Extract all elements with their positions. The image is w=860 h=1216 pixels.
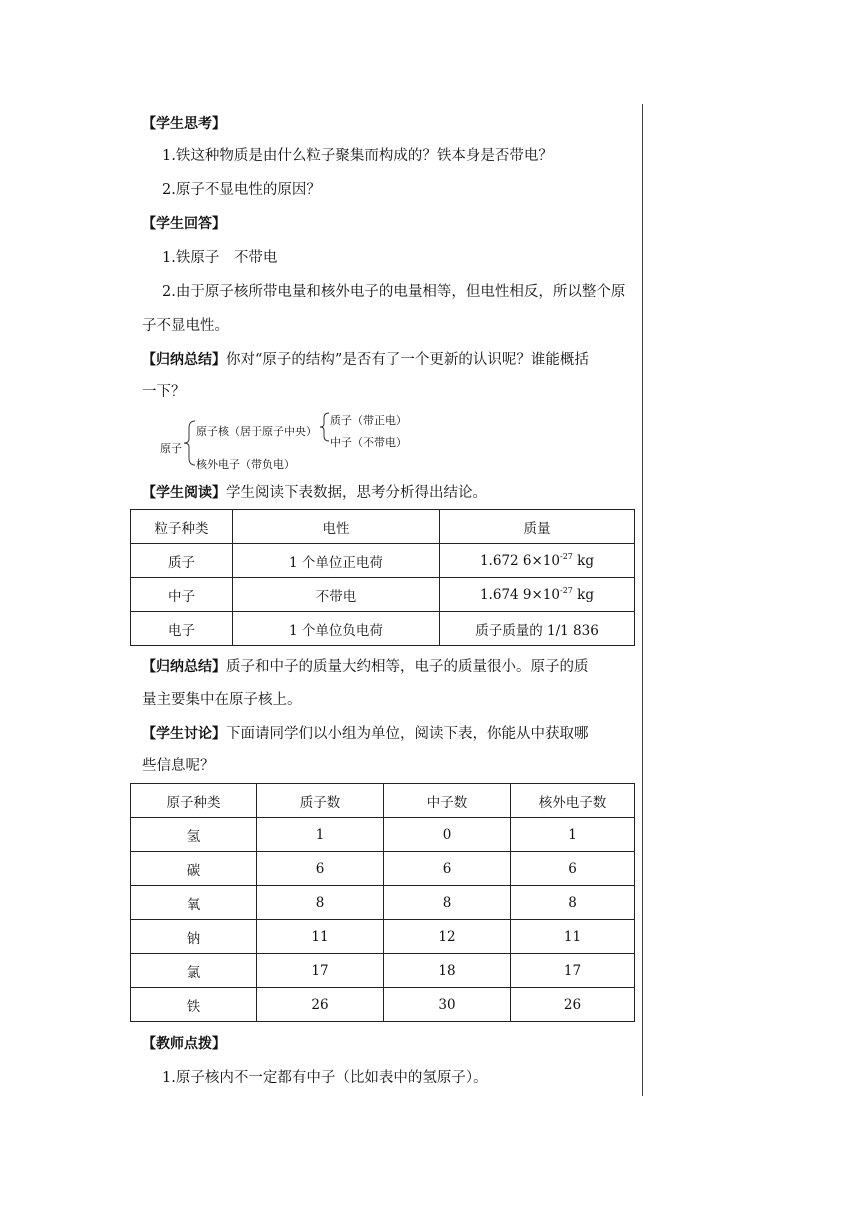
table-cell: 电子: [131, 612, 233, 646]
header-cell: 质量: [440, 510, 635, 544]
table-cell: 11: [511, 920, 635, 954]
table-row: [131, 988, 635, 1022]
table-cell: 17: [511, 954, 635, 988]
table-cell: 6: [511, 852, 635, 886]
table-row: [131, 578, 635, 612]
table-cell: 6: [384, 852, 511, 886]
particle-table: [130, 509, 635, 646]
table-row: [131, 818, 635, 852]
heading-student-answer: 【学生回答】: [142, 216, 226, 232]
header-cell: 质子数: [257, 784, 384, 818]
table-row: [131, 886, 635, 920]
discussion-line-1: 【学生讨论】下面请同学们以小组为单位，阅读下表，你能从中获取哪: [142, 726, 589, 742]
table-cell: 铁: [131, 988, 257, 1022]
table-cell: 质子质量的 1/1 836: [440, 612, 635, 646]
table-cell: 8: [257, 886, 384, 920]
table-cell: 8: [511, 886, 635, 920]
table-cell: 质子: [131, 544, 233, 578]
summary-2-line-2: 量主要集中在原子核上。: [142, 692, 302, 708]
summary-2-line-1: 【归纳总结】质子和中子的质量大约相等，电子的质量很小。原子的质: [142, 659, 589, 675]
table-cell: 17: [257, 954, 384, 988]
table-row: [131, 612, 635, 646]
answer-1: 1.铁原子 不带电: [162, 250, 278, 266]
heading-summary-1: 【归纳总结】: [142, 352, 226, 368]
table-row: [131, 920, 635, 954]
table-cell: 30: [384, 988, 511, 1022]
diagram-proton: 质子（带正电）: [330, 414, 407, 427]
brace-icon: [318, 412, 330, 442]
header-cell: 核外电子数: [511, 784, 635, 818]
table-cell: 1 个单位负电荷: [233, 612, 440, 646]
table-cell: 不带电: [233, 578, 440, 612]
table-cell: 氧: [131, 886, 257, 920]
header-cell: 中子数: [384, 784, 511, 818]
diagram-root: 原子: [160, 442, 182, 455]
table-row: [131, 852, 635, 886]
summary-1-line-1: 【归纳总结】你对“原子的结构”是否有了一个更新的认识呢？谁能概括: [142, 352, 589, 368]
answer-2-line-2: 子不显电性。: [142, 318, 229, 334]
header-cell: 电性: [233, 510, 440, 544]
table-cell: 1: [257, 818, 384, 852]
tip-1: 1.原子核内不一定都有中子（比如表中的氢原子）。: [162, 1070, 488, 1086]
table-cell: 11: [257, 920, 384, 954]
table-cell: 氯: [131, 954, 257, 988]
table-cell: 18: [384, 954, 511, 988]
heading-student-reading: 【学生阅读】: [142, 485, 226, 501]
table-cell: 碳: [131, 852, 257, 886]
reading-line: 【学生阅读】学生阅读下表数据，思考分析得出结论。: [142, 485, 487, 501]
heading-teacher-tips: 【教师点拨】: [142, 1036, 226, 1052]
question-1: 1.铁这种物质是由什么粒子聚集而构成的？铁本身是否带电？: [162, 148, 553, 164]
table-cell: 6: [257, 852, 384, 886]
table-header-row: [131, 784, 635, 818]
answer-2-line-1: 2.由于原子核所带电量和核外电子的电量相等，但电性相反，所以整个原: [162, 284, 626, 300]
brace-icon: [182, 420, 196, 466]
table-cell: 12: [384, 920, 511, 954]
table-cell: 1.674 $9\times 10^{-27}$ kg: [440, 578, 635, 612]
header-cell: 原子种类: [131, 784, 257, 818]
table-cell: 钠: [131, 920, 257, 954]
diagram-electron: 核外电子（带负电）: [196, 458, 295, 471]
diagram-neutron: 中子（不带电）: [330, 436, 407, 449]
discussion-line-2: 些信息呢？: [142, 758, 215, 774]
heading-student-thinking: 【学生思考】: [142, 116, 226, 132]
diagram-nucleus: 原子核（居于原子中央）: [196, 425, 317, 438]
table-cell: 26: [511, 988, 635, 1022]
table-row: [131, 954, 635, 988]
table-cell: 氢: [131, 818, 257, 852]
table-cell: 1: [511, 818, 635, 852]
table-cell: 中子: [131, 578, 233, 612]
table-header-row: [131, 510, 635, 544]
table-cell: 26: [257, 988, 384, 1022]
table-cell: 8: [384, 886, 511, 920]
atom-table: [130, 783, 635, 1022]
header-cell: 粒子种类: [131, 510, 233, 544]
heading-summary-2: 【归纳总结】: [142, 659, 226, 675]
heading-student-discussion: 【学生讨论】: [142, 726, 226, 742]
atom-structure-diagram: [160, 410, 420, 472]
table-cell: 1 个单位正电荷: [233, 544, 440, 578]
table-cell: 0: [384, 818, 511, 852]
table-row: [131, 544, 635, 578]
summary-1-line-2: 一下？: [142, 384, 186, 400]
question-2: 2.原子不显电性的原因？: [162, 182, 321, 198]
table-cell: 1.672 $6\times 10^{-27}$ kg: [440, 544, 635, 578]
